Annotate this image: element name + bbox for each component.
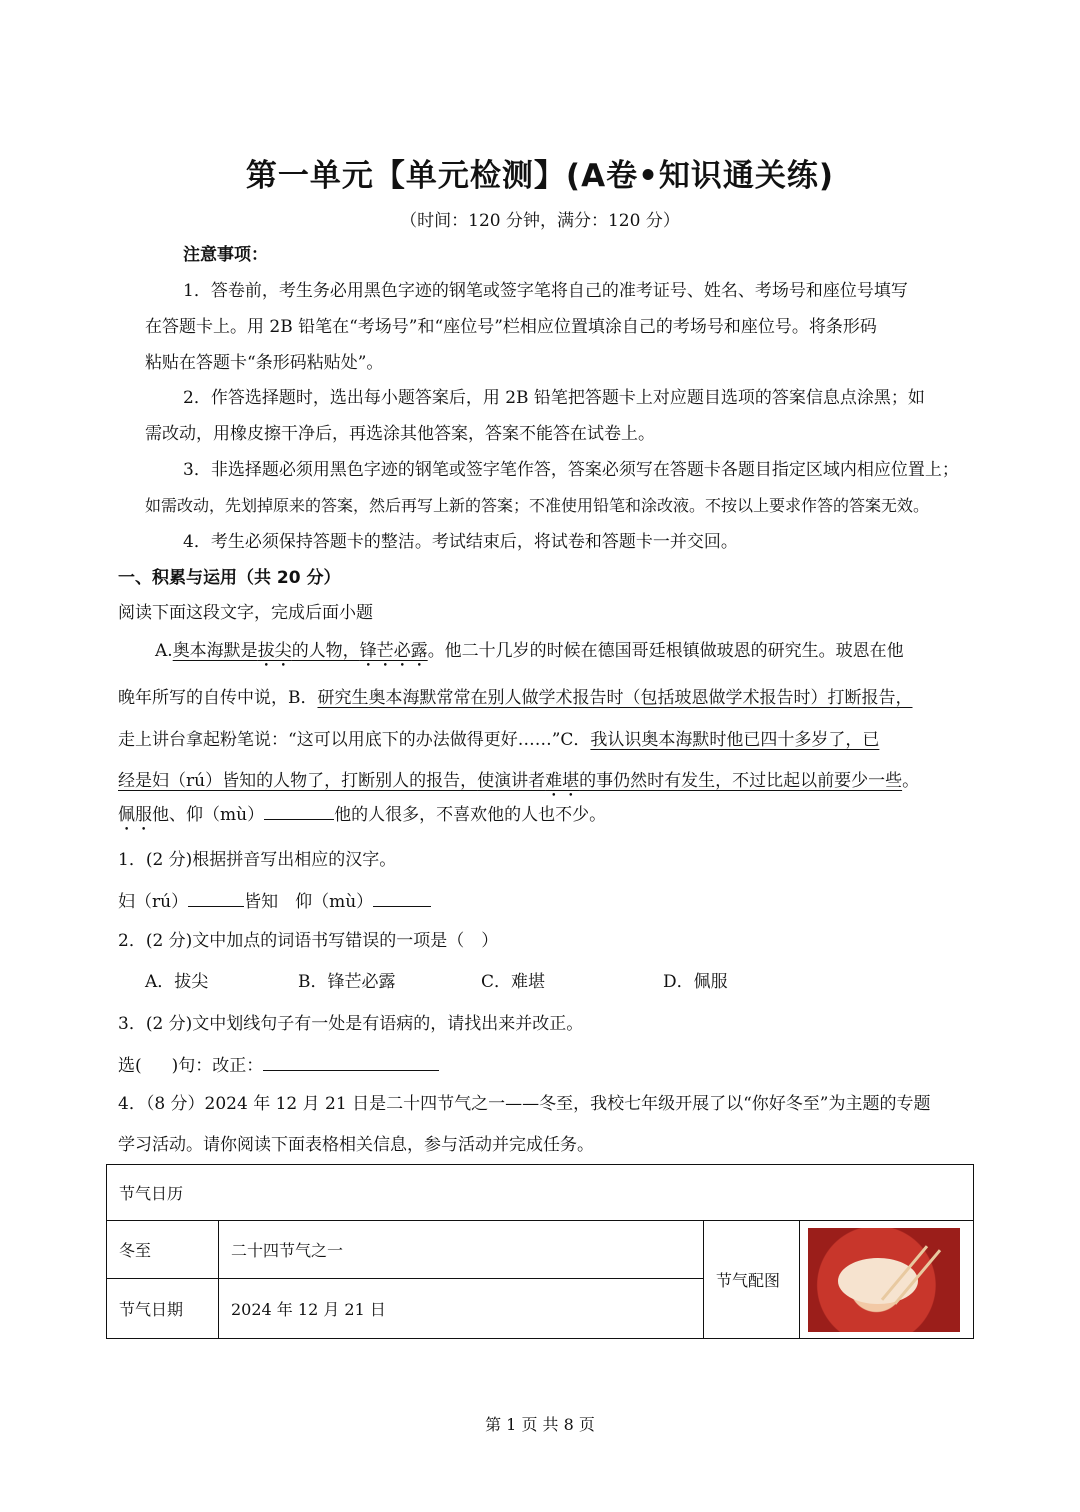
answer-blank[interactable] xyxy=(373,888,431,907)
table-value: 二十四节气之一 xyxy=(219,1221,704,1279)
notice-line: 需改动，用橡皮擦干净后，再选涂其他答案，答案不能答在试卷上。 xyxy=(145,424,655,444)
notice-line: 4．考生必须保持答题卡的整洁。考试结束后，将试卷和答题卡一并交回。 xyxy=(183,532,738,552)
section-intro: 阅读下面这段文字，完成后面小题 xyxy=(118,603,373,623)
image-cell xyxy=(800,1221,974,1339)
option-a[interactable]: A．拔尖 xyxy=(145,972,209,992)
question-4-stem: 4．（8 分）2024 年 12 月 21 日是二十四节气之一——冬至，我校七年级开展了以“你好冬至”为主题的专题 xyxy=(118,1094,931,1114)
passage-line-1: A.奥本海默是拔尖的人物，锋芒必露。他二十几岁的时候在德国哥廷根镇做玻恩的研究生。玻恩在他 xyxy=(155,641,904,661)
table-header: 节气日历 xyxy=(107,1165,974,1221)
option-b[interactable]: B．锋芒必露 xyxy=(298,972,396,992)
notice-line: 1．答卷前，考生务必用黑色字迹的钢笔或签字笔将自己的准考证号、姓名、考场号和座位号填写 xyxy=(183,281,908,301)
answer-blank[interactable] xyxy=(188,888,244,907)
notice-line: 在答题卡上。用 2B 铅笔在“考场号”和“座位号”栏相应位置填涂自己的考场号和座位号。将条形码 xyxy=(145,317,877,337)
passage-line-3: 走上讲台拿起粉笔说：“这可以用底下的办法做得更好……”C．我认识奥本海默时他已四十多岁了，已 xyxy=(118,730,880,750)
answer-blank[interactable] xyxy=(264,801,334,820)
question-3-stem: 3．(2 分)文中划线句子有一处是有语病的，请找出来并改正。 xyxy=(118,1014,584,1034)
passage-line-5: 佩服他、仰（mù） 他的人很多，不喜欢他的人也不少。 xyxy=(118,800,606,835)
section-heading: 一、积累与运用（共 20 分） xyxy=(118,568,341,588)
underlined-sentence-b: 研究生奥本海默常常在别人做学术报告时（包括玻恩做学术报告时）打断报告， xyxy=(317,688,913,708)
solar-term-table xyxy=(106,1164,974,1339)
underlined-sentence-c: 我认识奥本海默时他已四十多岁了，已 xyxy=(590,730,880,750)
page-title: 第一单元【单元检测】(A卷•知识通关练) xyxy=(245,158,835,194)
notice-line: 3．非选择题必须用黑色字迹的钢笔或签字笔作答，答案必须写在答题卡各题目指定区域内相应位置上； xyxy=(183,460,959,480)
winter-solstice-illustration xyxy=(808,1228,960,1332)
table-label: 节气日期 xyxy=(107,1279,219,1339)
option-c[interactable]: C．难堪 xyxy=(481,972,546,992)
dotted-word: 佩服 xyxy=(118,805,152,825)
notice-heading: 注意事项： xyxy=(183,245,268,265)
dotted-word: 难堪 xyxy=(545,771,580,791)
sentence-label: A. xyxy=(155,641,173,661)
table-label-image: 节气配图 xyxy=(704,1221,800,1339)
passage-line-2: 晚年所写的自传中说，B．研究生奥本海默常常在别人做学术报告时（包括玻恩做学术报告时）打断报告， xyxy=(118,688,913,708)
question-3-answer: 选( )句：改正： xyxy=(118,1052,439,1078)
notice-line: 如需改动，先划掉原来的答案，然后再写上新的答案；不准使用铅笔和涂改液。不按以上要求作答的答案无效。 xyxy=(145,496,930,515)
page-number: 第 1 页 共 8 页 xyxy=(485,1415,595,1434)
option-d[interactable]: D．佩服 xyxy=(663,972,728,992)
exam-time-info: （时间：120 分钟，满分：120 分） xyxy=(400,211,680,231)
question-1-answers: 妇（rú） 皆知 仰（mù） xyxy=(118,888,431,914)
question-4-stem-cont: 学习活动。请你阅读下面表格相关信息，参与活动并完成任务。 xyxy=(118,1135,594,1155)
underlined-sentence-a: 奥本海默是拔尖的人物，锋芒必露 xyxy=(172,641,428,661)
dotted-word: 拔尖 xyxy=(257,641,292,661)
table-label: 冬至 xyxy=(107,1221,219,1279)
question-2-stem: 2．(2 分)文中加点的词语书写错误的一项是（ ） xyxy=(118,931,499,951)
question-1-stem: 1．(2 分)根据拼音写出相应的汉字。 xyxy=(118,850,397,870)
answer-blank[interactable] xyxy=(263,1052,439,1071)
notice-line: 2．作答选择题时，选出每小题答案后，用 2B 铅笔把答题卡上对应题目选项的答案信息点涂黑；如 xyxy=(183,388,925,408)
notice-line: 粘贴在答题卡“条形码粘贴处”。 xyxy=(145,353,384,373)
dotted-word: 锋芒必露 xyxy=(359,641,428,661)
passage-line-4: 经是妇（rú）皆知的人物了，打断别人的报告，使演讲者难堪的事仍然时有发生，不过比起以前要少一些。 xyxy=(118,771,920,791)
table-value: 2024 年 12 月 21 日 xyxy=(219,1279,704,1339)
